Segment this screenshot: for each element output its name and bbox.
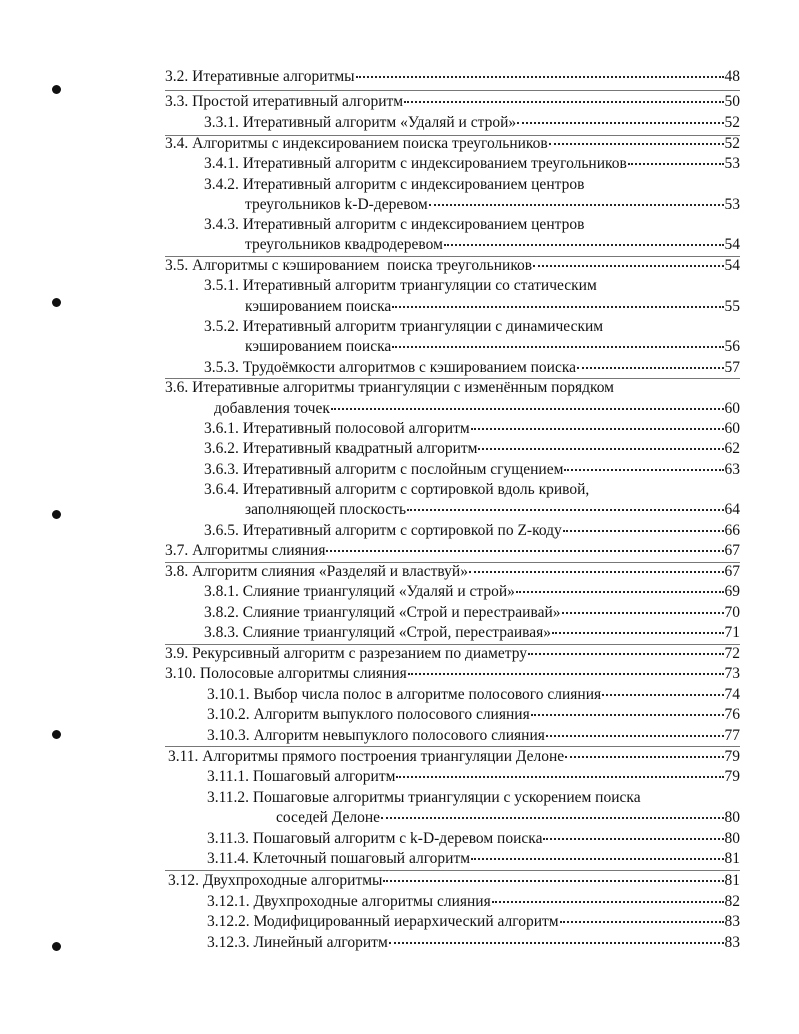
toc-entry [207,706,740,725]
toc-entry [207,727,740,746]
toc-entry-page: 79 [724,748,740,765]
toc-entry-title: 3.11.1. Пошаговый алгоритм [207,768,396,785]
toc-entry-page: 62 [724,440,740,457]
toc-entry-title: 3.6.1. Итеративный полосовой алгоритм [204,420,470,437]
toc-entry-page: 81 [724,872,740,889]
toc-entry-title: 3.6.4. Итеративный алгоритм с сортировкой вдоль кривой, [204,481,590,498]
leader-dots [560,921,724,923]
toc-entry [207,934,740,953]
toc-entry-title: 3.8.3. Слияние триангуляций «Строй, перестраивая» [204,624,552,641]
toc-entry-title-cont: треугольников квадродеревом [245,236,443,253]
toc-entry [165,665,740,684]
toc-entry-page: 74 [724,686,740,703]
toc-entry-title: 3.8. Алгоритм слияния «Разделяй и властвуй» [165,563,468,580]
binding-hole-5 [52,942,61,951]
toc-entry-page: 79 [724,768,740,785]
leader-dots [492,901,724,903]
toc-entry-page: 70 [724,604,740,621]
toc-entry [165,93,740,112]
leader-dots [562,612,724,614]
toc-entry-title: 3.8.2. Слияние триангуляций «Строй и перестраивай» [204,604,561,621]
toc-entry-title: 3.11.3. Пошаговый алгоритм с k-D-деревом поиска [207,830,543,847]
toc-entry-title: 3.10.2. Алгоритм выпуклого полосового слияния [207,706,530,723]
toc-entry-page: 60 [724,420,740,437]
toc-entry-title: 3.10.3. Алгоритм невыпуклого полосового слияния [207,727,545,744]
toc-entry-page: 53 [724,196,740,213]
toc-entry-title: 3.10. Полосовые алгоритмы слияния [165,665,407,682]
leader-dots [408,673,724,675]
leader-dots [392,346,723,348]
leader-dots [392,306,723,308]
toc-entry [245,236,740,255]
toc-entry-title: 3.4.3. Итеративный алгоритм с индексированием центров [204,216,585,233]
leader-dots [471,858,723,860]
leader-dots [564,469,723,471]
toc-entry-page: 67 [724,563,740,580]
toc-entry-page: 76 [724,706,740,723]
toc-entry [168,748,740,767]
toc-entry [207,893,740,912]
leader-dots [331,408,724,410]
leader-dots [628,163,724,165]
toc-entry [204,359,740,378]
toc-entry-title: 3.4.2. Итеративный алгоритм с индексированием центров [204,176,585,193]
binding-hole-3 [52,510,61,519]
toc-entry-title: 3.3. Простой итеративный алгоритм [165,93,404,110]
leader-dots [517,122,723,124]
toc-entry [204,624,740,643]
toc-entry [204,461,740,480]
toc-entry-page: 52 [724,114,740,131]
leader-dots [478,448,723,450]
toc-entry-page: 66 [724,522,740,539]
leader-dots [381,817,724,819]
binding-hole-4 [52,730,61,739]
toc-entry-title: 3.5.1. Итеративный алгоритм триангуляции со статическим [204,277,597,294]
toc-entry [168,872,740,891]
toc-entry-title: 3.8.1. Слияние триангуляций «Удаляй и строй» [204,583,515,600]
toc-entry-title-cont: треугольников k-D-деревом [245,196,428,213]
toc-entry-page: 53 [724,155,740,172]
toc-entry-title: 3.11.2. Пошаговые алгоритмы триангуляции с ускорением поиска [207,789,641,806]
toc-entry-title: 3.3.1. Итеративный алгоритм «Удаляй и строй» [204,114,517,131]
toc-entry-title: 3.10.1. Выбор числа полос в алгоритме полосового слияния [207,686,602,703]
toc-entry-title: 3.6.2. Итеративный квадратный алгоритм [204,440,478,457]
toc-entry-title: 3.5.3. Трудоёмкости алгоритмов с кэшированием поиска [204,359,577,376]
toc-entry [204,155,740,174]
leader-dots [469,571,724,573]
toc-entry [204,114,740,133]
toc-entry-page: 48 [724,68,740,85]
toc-entry-page: 73 [724,665,740,682]
leader-dots [577,367,723,369]
toc-entry-page: 63 [724,461,740,478]
toc-entry [207,913,740,932]
leader-dots [516,591,724,593]
toc-entry-page: 71 [724,624,740,641]
toc-entry [245,196,740,215]
toc-entry-page: 54 [724,236,740,253]
leader-dots [471,428,724,430]
leader-dots [383,880,723,882]
toc-entry [207,830,740,849]
toc-entry-title: 3.6. Итеративные алгоритмы триангуляции с изменённым порядком [165,379,614,396]
leader-dots [407,509,723,511]
toc-entry-title: 3.11. Алгоритмы прямого построения триангуляции Делоне [168,748,565,765]
toc-entry-title: 3.7. Алгоритмы слияния [165,542,326,559]
toc-entry-page: 54 [724,257,740,274]
toc-entry-title-cont: соседей Делоне [276,809,380,826]
toc-entry-title: 3.5. Алгоритмы с кэшированием поиска треугольников [165,257,533,274]
toc-entry-title: 3.6.3. Итеративный алгоритм с послойным сгущением [204,461,564,478]
toc-entry-title-cont: заполняющей плоскость [245,501,407,518]
toc-entry-page: 82 [724,893,740,910]
toc-entry-title: 3.5.2. Итеративный алгоритм триангуляции с динамическим [204,318,604,335]
toc-entry-title-cont: кэшированием поиска [245,338,392,355]
leader-dots [565,756,723,758]
toc-entry-page: 83 [724,913,740,930]
toc-entry-title: 3.6.5. Итеративный алгоритм с сортировкой по Z-коду [204,522,562,539]
toc-entry-page: 60 [724,400,740,417]
toc-entry-page: 72 [724,645,740,662]
toc-entry [204,604,740,623]
toc-entry-page: 57 [724,359,740,376]
leader-dots [356,76,724,78]
toc-entry-title: 3.4.1. Итеративный алгоритм с индексированием треугольников [204,155,627,172]
toc-entry [204,420,740,439]
leader-dots [326,550,723,552]
separator-rule [165,90,740,91]
toc-entry [245,298,740,317]
toc-entry [204,522,740,541]
toc-entry [207,686,740,705]
toc-entry-page: 80 [724,809,740,826]
toc-entry-title: 3.12. Двухпроходные алгоритмы [168,872,383,889]
leader-dots [549,143,724,145]
leader-dots [552,632,723,634]
toc-entry [204,583,740,602]
toc-entry-page: 55 [724,298,740,315]
toc-entry [207,768,740,787]
leader-dots [389,942,724,944]
toc-entry-title: 3.11.4. Клеточный пошаговый алгоритм [207,850,471,867]
toc-entry-title: 3.2. Итеративные алгоритмы [165,68,355,85]
toc-entry [165,68,740,87]
leader-dots [396,776,723,778]
leader-dots [528,653,724,655]
toc-entry-title: 3.9. Рекурсивный алгоритм с разрезанием по диаметру [165,645,527,662]
toc-entry-title: 3.12.2. Модифицированный иерархический алгоритм [207,913,559,930]
toc-entry-page: 81 [724,850,740,867]
toc-entry-title: 3.12.3. Линейный алгоритм [207,934,388,951]
toc-entry [165,542,740,561]
toc-entry [165,257,740,276]
leader-dots [444,244,724,246]
toc-entry-title-cont: добавления точек [214,400,330,417]
toc-entry [214,400,740,419]
toc-entry-page: 64 [724,501,740,518]
toc-entry [245,338,740,357]
separator-rule [165,746,740,747]
leader-dots [546,735,724,737]
leader-dots [531,714,724,716]
toc-entry-title: 3.4. Алгоритмы с индексированием поиска треугольников [165,135,548,152]
toc-entry-page: 83 [724,934,740,951]
toc-entry-page: 56 [724,338,740,355]
toc-entry [245,501,740,520]
toc-entry-page: 52 [724,135,740,152]
toc-entry-page: 69 [724,583,740,600]
toc-entry-page: 77 [724,727,740,744]
toc-entry-page: 67 [724,542,740,559]
binding-hole-2 [52,298,61,307]
toc-entry [165,135,740,154]
leader-dots [543,838,723,840]
leader-dots [563,530,724,532]
separator-rule [165,870,740,871]
toc-entry [204,440,740,459]
toc-entry-page: 80 [724,830,740,847]
toc-entry [207,850,740,869]
toc-entry [276,809,740,828]
toc-entry-title-cont: кэшированием поиска [245,298,392,315]
leader-dots [429,204,724,206]
binding-hole-1 [52,85,61,94]
toc-entry [165,563,740,582]
leader-dots [533,265,723,267]
toc-entry [165,645,740,664]
leader-dots [404,101,723,103]
toc-entry-title: 3.12.1. Двухпроходные алгоритмы слияния [207,893,491,910]
leader-dots [602,694,723,696]
toc-entry-page: 50 [724,93,740,110]
